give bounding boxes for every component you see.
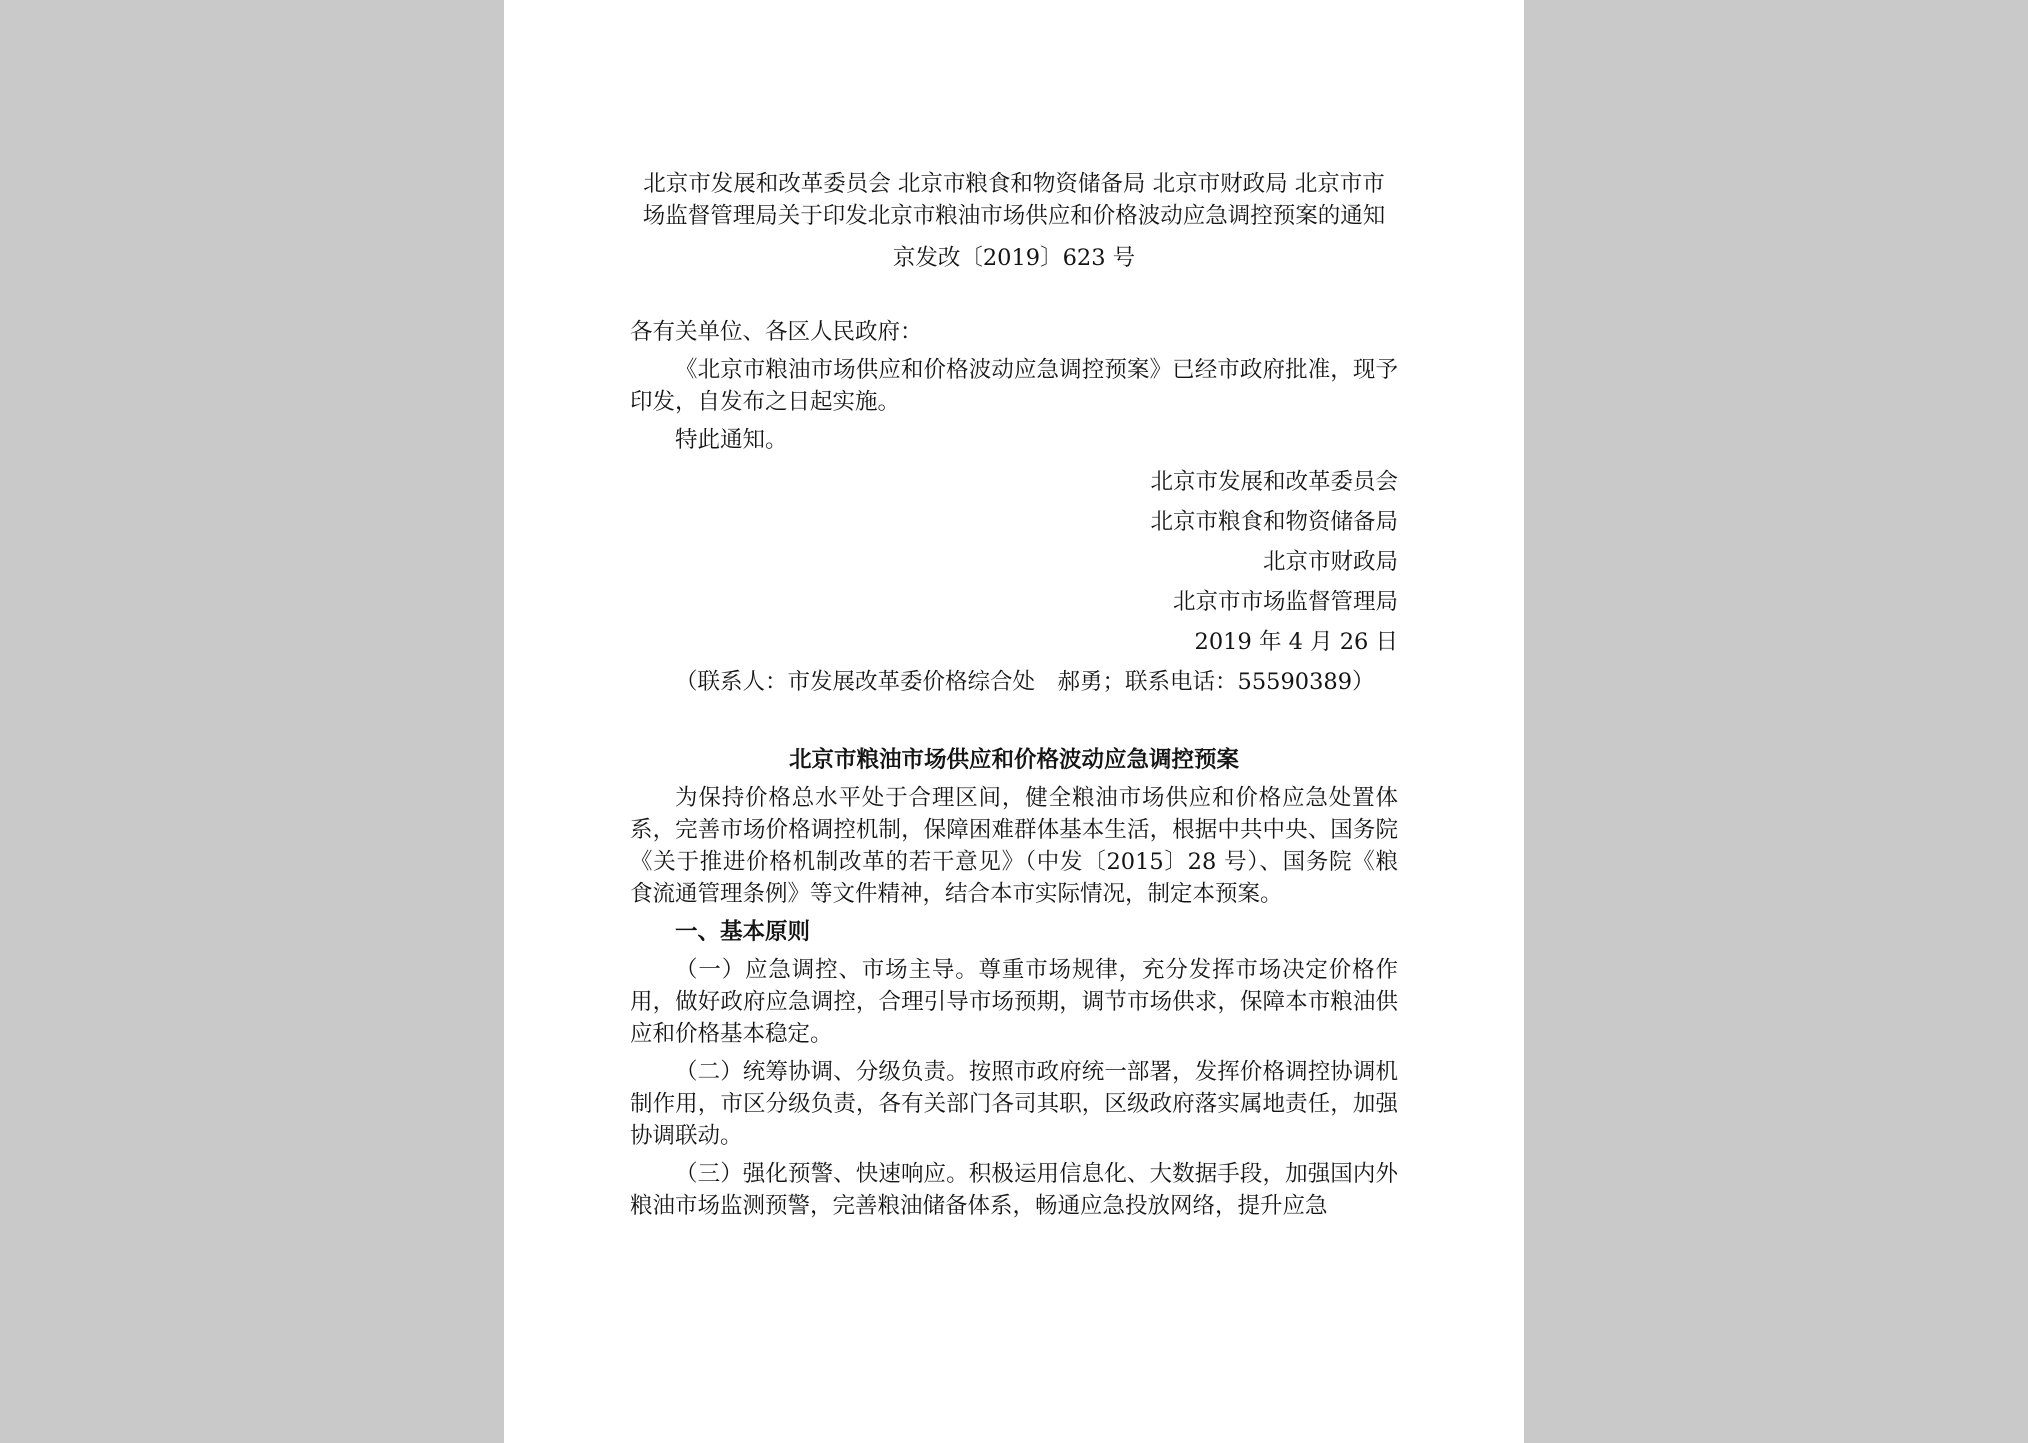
issue-date: 2019 年 4 月 26 日	[1194, 629, 1398, 655]
section-heading: 一、基本原则	[675, 919, 811, 945]
signature-line: 北京市市场监督管理局	[1172, 589, 1398, 615]
contact-info: （联系人：市发展改革委价格综合处 郝勇；联系电话：55590389）	[675, 669, 1375, 695]
principle-paragraph: （二）统筹协调、分级负责。按照市政府统一部署，发挥价格调控协调机制作用，市区分级负责，各有关部门各司其职，区级政府落实属地责任，加强协调联动。	[630, 1059, 1398, 1149]
principle-paragraph: （一）应急调控、市场主导。尊重市场规律，充分发挥市场决定价格作用，做好政府应急调控，合理引导市场预期，调节市场供求，保障本市粮油供应和价格基本稳定。	[630, 957, 1398, 1047]
plan-preamble: 为保持价格总水平处于合理区间，健全粮油市场供应和价格应急处置体系，完善市场价格调控机制，保障困难群体基本生活，根据中共中央、国务院《关于推进价格机制改革的若干意见》（中发〔2015〕28 号）、国务院《粮食流通管理条例》等文件精神，结合本市实际情况，制定本预案。	[630, 785, 1398, 907]
closing-line: 特此通知。	[675, 427, 788, 453]
principle-paragraph: （三）强化预警、快速响应。积极运用信息化、大数据手段，加强国内外粮油市场监测预警，完善粮油储备体系，畅通应急投放网络，提升应急	[630, 1161, 1398, 1219]
salutation: 各有关单位、各区人民政府：	[630, 319, 923, 345]
signature-line: 北京市财政局	[1262, 549, 1398, 575]
notice-title: 北京市发展和改革委员会 北京市粮食和物资储备局 北京市财政局 北京市市场监督管理局关于印发北京市粮油市场供应和价格波动应急调控预案的通知	[642, 171, 1386, 229]
signature-line: 北京市发展和改革委员会	[1150, 469, 1398, 495]
intro-paragraph: 《北京市粮油市场供应和价格波动应急调控预案》已经市政府批准，现予印发，自发布之日起实施。	[630, 357, 1398, 415]
signature-block	[630, 466, 1398, 658]
document-number: 京发改〔2019〕623 号	[892, 245, 1136, 271]
document-page	[504, 0, 1524, 1443]
signature-line: 北京市粮食和物资储备局	[1150, 509, 1398, 535]
plan-title: 北京市粮油市场供应和价格波动应急调控预案	[788, 747, 1239, 773]
